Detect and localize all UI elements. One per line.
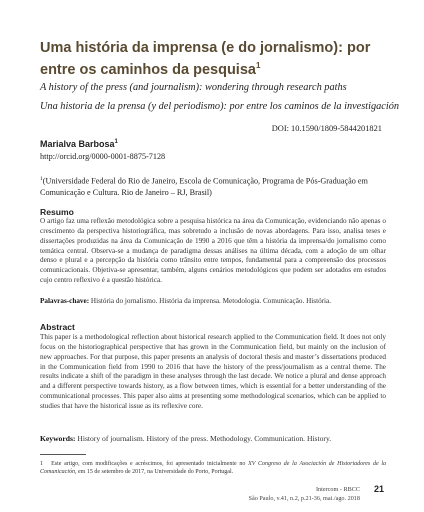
abstract-heading: Abstract: [40, 322, 75, 332]
keywords: [40, 434, 386, 444]
footnote-divider: [40, 454, 86, 455]
author-name-text: Marialva Barbosa: [40, 139, 115, 149]
orcid-link[interactable]: http://orcid.org/0000-0001-8875-7128: [40, 152, 166, 161]
title-footnote-marker[interactable]: 1: [255, 61, 261, 70]
author-name: [40, 139, 118, 149]
article-title-text: Uma história da imprensa (e do jornalismo): por entre os caminhos da pesquisa: [40, 40, 371, 78]
doi-label: DOI: 10.1590/1809-5844201821: [271, 124, 382, 133]
affiliation-text: (Universidade Federal do Rio de Janeiro, Escola de Comunicação, Programa de Pós-Graduação em Comunicação e Cultura. Rio de Janeiro – RJ, Brasil): [40, 176, 368, 197]
english-subtitle: A history of the press (and journalism): wondering through research paths: [40, 82, 347, 93]
footnote: [40, 460, 386, 476]
footnote-conference-name: XV Congreso de la Asociación de Historiadores de la Comunicación: [40, 461, 386, 476]
palavras-chave: [40, 297, 386, 307]
keywords-list: History of journalism. History of the press. Methodology. Communication. History.: [77, 434, 332, 443]
keywords-label: Keywords:: [40, 434, 76, 443]
palavras-chave-list: História do jornalismo. História da imprensa. Metodologia. Comunicação. História.: [90, 297, 332, 305]
spanish-subtitle: Una historia de la prensa (y del periodismo): por entre los caminos de la investigación: [40, 101, 400, 112]
footnote-text-after: , em 15 de setembro de 2017, na Universidade do Porto, Portugal.: [75, 469, 234, 476]
resumo-text: O artigo faz uma reflexão metodológica sobre a pesquisa histórica na área da Comunicação, evidenciando não apenas o crescimento da perspectiva historiográfica, mas sobretudo a inclusão de novas abordagens. Para isso, analisa teses e dissertações produzidas na área da Comunicação de 1990 a 2016 que têm a história da imprensa/do jornalismo como temática central. Observa-se a mudança de paradigma dessas análises na última década, com a adoção de um olhar denso e plural e a percepção da história como trânsito entre tempos, fundamental para a compreensão dos processos comunicacionais. Objetiva-se apresentar, também, alguns cenários metodológicos que podem ser adotados em estudos cujo centro reflexivo é a questão histórica.: [40, 217, 386, 285]
journal-info: [249, 485, 360, 503]
journal-name: Intercom - RBCC: [316, 486, 360, 493]
journal-citation: São Paulo, v.41, n.2, p.21-36, mai./ago. 2018: [248, 495, 360, 502]
abstract-text: This paper is a methodological reflection about historical research applied to the Communication field. It does not only focus on the historiographical perspective that has grown in the Communication field, but mainly on the inclusion of new approaches. For that purpose, this paper presents an analysis of doctoral thesis and master’s dissertations produced in the Communication field from 1990 to 2016 that have the history of the press/journalism as a central theme. The results indicate a shift of the paradigm in these analyses through the last decade. We notice a plural and dense approach and a different perspective towards history, as a flow between times, which is essential for a better understanding of the communicational processes. This paper also aims at presenting some methodological scenarios, which can be applied to studies that have the historical issue as its reflexive core.: [40, 333, 386, 410]
page-number: 21: [373, 484, 384, 494]
palavras-chave-label: Palavras-chave:: [40, 297, 90, 305]
resumo-heading: Resumo: [40, 207, 74, 217]
footnote-text-before: Este artigo, com modificações e acréscimos, foi apresentado inicialmente no: [51, 461, 249, 467]
author-marker: 1: [114, 139, 118, 145]
author-affiliation: [40, 174, 385, 198]
footnote-marker: 1: [40, 461, 43, 467]
affiliation-marker: 1: [40, 176, 43, 182]
article-title: [40, 40, 380, 79]
